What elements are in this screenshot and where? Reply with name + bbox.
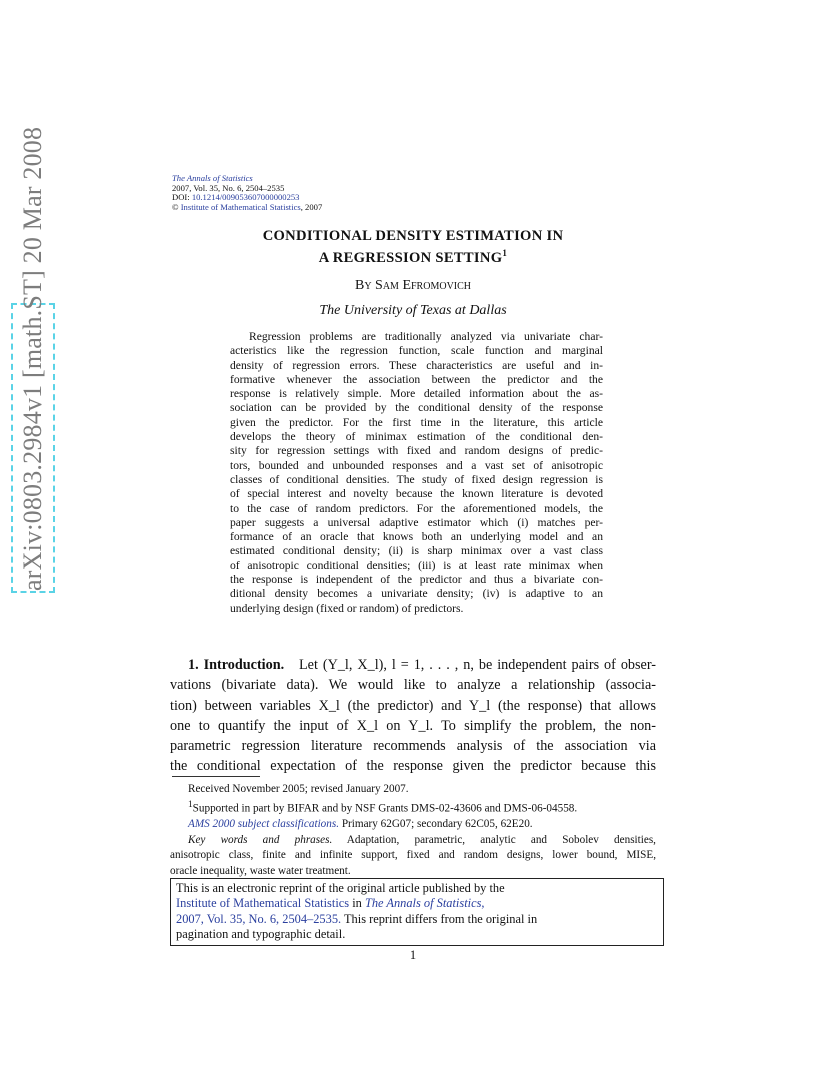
title-line-2: A REGRESSION SETTING$^1$ xyxy=(318,248,508,266)
abstract-line: the response is independent of the predictor and thus a bivariate con- xyxy=(230,573,603,587)
abstract-line: density of regression errors. These characteristics are useful and in- xyxy=(230,358,603,372)
abstract xyxy=(230,330,603,616)
keywords-line: anisotropic class, finite and infinite support, fixed and random designs, lower bound, MISE, xyxy=(170,849,656,862)
intro-line: tion) between variables X_l (the predictor) and Y_l (the response) that allows xyxy=(170,697,656,714)
reprint-line: 2007, Vol. 35, No. 6, 2504–2535. This reprint differs from the original in xyxy=(176,911,538,926)
abstract-line: acteristics like the regression function, scale function and marginal xyxy=(230,344,603,358)
abstract-line: formative whenever the association between the predictor and the xyxy=(230,372,603,386)
reprint-line: Institute of Mathematical Statistics in The Annals of Statistics, xyxy=(176,896,485,911)
doi-label: DOI: xyxy=(172,192,192,203)
abstract-line: estimated conditional density; (ii) is sharp minimax over a vast class xyxy=(230,544,603,558)
abstract-line: underlying design (fixed or random) of predictors. xyxy=(230,601,464,615)
intro-line: one to quantify the input of X_l on Y_l. To simplify the problem, the non- xyxy=(170,717,656,734)
keywords-label: Key words and phrases. xyxy=(188,833,333,846)
copyright-line xyxy=(172,203,322,213)
abstract-line: classes of conditional densities. The study of fixed design regression is xyxy=(230,472,603,486)
title-line-1: CONDITIONAL DENSITY ESTIMATION IN xyxy=(262,228,564,244)
abstract-line: sociation can be provided by the conditional density of the response xyxy=(230,401,603,415)
received-note: Received November 2005; revised January 2007. xyxy=(188,783,409,795)
abstract-line: given the predictor. For the first time in the literature, this article xyxy=(230,415,603,429)
abstract-line: sity for regression settings with fixed and random designs of predic- xyxy=(230,444,603,458)
ims-link[interactable]: Institute of Mathematical Statistics xyxy=(180,201,301,212)
copyright-icon: © xyxy=(172,201,179,212)
title-footnote-mark[interactable]: 1 xyxy=(502,248,508,258)
footnotes xyxy=(170,782,656,879)
abstract-line: ditional density becomes a univariate density; (iv) is adaptive to an xyxy=(230,587,603,601)
abstract-line: to the case of random predictors. For the aforementioned models, the xyxy=(230,501,603,515)
copyright-year: , 2007 xyxy=(300,201,323,212)
journal-reprint-link[interactable]: The Annals of Statistics xyxy=(364,896,482,911)
journal-name-link[interactable]: The Annals of Statistics xyxy=(172,173,253,183)
author-name: Sam Efromovich xyxy=(375,278,472,293)
citation-link[interactable]: 2007, Vol. 35, No. 6, 2504–2535. xyxy=(176,911,342,926)
intro-line: parametric regression literature recommends analysis of the association via xyxy=(170,738,656,755)
arxiv-identifier-stamp[interactable]: arXiv:0803.2984v1 [math.ST] 20 Mar 2008 xyxy=(11,303,55,593)
reprint-notice-box xyxy=(170,878,664,946)
abstract-line: of special interest and novelty because the known literature is devoted xyxy=(230,487,603,501)
abstract-line: paper suggests a universal adaptive estimator which (i) matches per- xyxy=(230,515,603,529)
paper-title xyxy=(200,228,626,267)
ams-classification-link[interactable]: AMS 2000 subject classifications. xyxy=(188,817,340,830)
introduction-section xyxy=(170,655,656,777)
page-number: 1 xyxy=(409,948,417,962)
footnote-divider xyxy=(172,776,260,777)
intro-line: vations (bivariate data). We would like to analyze a relationship (associa- xyxy=(170,677,656,694)
ams-classification: AMS 2000 subject classifications. Primary 62G07; secondary 62C05, 62E20. xyxy=(188,817,533,830)
author-affiliation: The University of Texas at Dallas xyxy=(319,303,507,318)
abstract-line: of anisotropic conditional densities; (iii) is at least rate minimax when xyxy=(230,558,603,572)
by-word: By xyxy=(354,278,376,293)
abstract-line: response is relatively simple. More detailed information about the as- xyxy=(230,387,603,401)
keywords-line: oracle inequality, waste water treatment. xyxy=(170,864,351,877)
reprint-line: This is an electronic reprint of the original article published by the xyxy=(176,881,505,895)
section-heading: 1. Introduction. xyxy=(188,657,285,673)
doi-link[interactable]: 10.1214/009053607000000253 xyxy=(191,192,300,203)
abstract-line: tors, bounded and unbounded responses and a vast set of anisotropic xyxy=(230,458,603,472)
journal-volume-line: 2007, Vol. 35, No. 6, 2504–2535 xyxy=(172,182,285,193)
reprint-line: pagination and typographic detail. xyxy=(176,927,346,942)
support-footnote-mark: 1 xyxy=(188,799,193,810)
journal-header xyxy=(172,174,322,212)
author-byline xyxy=(200,278,626,294)
keywords-line: Key words and phrases. Adaptation, parametric, analytic and Sobolev densities, xyxy=(188,833,656,846)
intro-line: the conditional expectation of the response given the predictor because this xyxy=(170,758,656,775)
abstract-line: develops the theory of minimax estimation of the conditional den- xyxy=(230,430,603,444)
intro-line-1: 1. Introduction. Let (Y_l, X_l), l = 1, . . . , n, be independent pairs of obser- xyxy=(188,657,657,673)
support-note: $^1$Supported in part by BIFAR and by NSF Grants DMS-02-43606 and DMS-06-04558. xyxy=(188,799,578,815)
abstract-line: formance of an oracle that knows both an underlying model and an xyxy=(230,530,603,544)
abstract-line: Regression problems are traditionally analyzed via univariate char- xyxy=(249,330,603,343)
ims-reprint-link[interactable]: Institute of Mathematical Statistics xyxy=(176,896,350,911)
